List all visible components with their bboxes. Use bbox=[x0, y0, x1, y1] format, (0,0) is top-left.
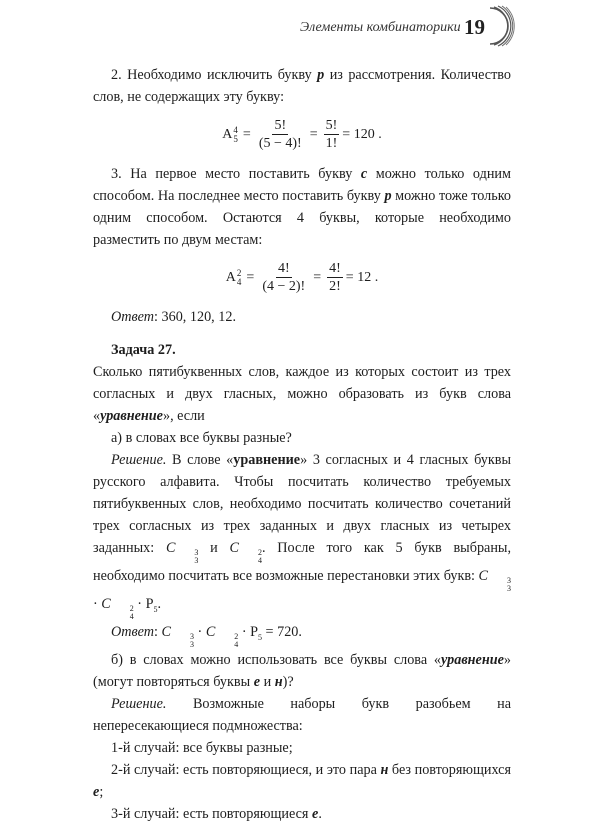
question-b: б) в словах можно использовать все буквы слова «уравнение» (могут повторяться буквы е и н)? bbox=[93, 652, 511, 690]
answer-1: Ответ: 360, 120, 12. bbox=[111, 309, 236, 325]
page-content bbox=[93, 64, 511, 825]
question-a: а) в словах все буквы разные? bbox=[111, 430, 292, 446]
fraction: $\frac{5!}{(5 - 4)!}$ bbox=[258, 118, 302, 151]
solution-b: Решение. Возможные наборы букв разобьем на непересекающиеся подмножества: bbox=[93, 696, 511, 734]
case-2: 2-й случай: есть повторяющиеся, и это пара н без повторяющихся е; bbox=[93, 762, 511, 800]
fraction: $\frac{4!}{(4 - 2)!}$ bbox=[262, 261, 306, 294]
formula-arrangements-5-4: A 4 5 = $\frac{5!}{(5 - 4)!}$ = $\frac{5!}{1!}$ = 120 . bbox=[222, 118, 382, 151]
page-number: 19 bbox=[464, 15, 485, 39]
answer-a: Ответ: C 3 3 · C 2 4 · $P_5 = 720$. bbox=[111, 624, 302, 649]
running-header-title: Элементы комбинаторики bbox=[300, 20, 461, 35]
fraction: $\frac{4!}{2!}$ bbox=[329, 261, 341, 294]
solution-a: Решение. В слове «уравнение» 3 согласных и 4 гласных буквы русского алфавита. Чтобы посчитать количество требуемых пятибуквенных слов, необходимо посчитать количество сочетаний трех согласных из трех заданных и двух гласных из четырех заданных: C 3 3 и C 2 4 . После того как 5 букв выбраны, необходимо посчитать все возможные перестановки этих букв: C 3 3 · C 2 4 · $P_5$. bbox=[93, 452, 512, 621]
letter-r: р bbox=[317, 67, 325, 83]
paragraph-fixed-positions: 3. На первое место поставить букву с можно только одним способом. На последнее место поставить букву р можно тоже только одним способом. Остаются 4 буквы, которые необходимо разместить по двум местам: bbox=[93, 166, 512, 248]
case-3: 3-й случай: есть повторяющиеся е. bbox=[111, 806, 322, 822]
task-statement: Сколько пятибуквенных слов, каждое из которых состоит из трех согласных и двух гласных, можно образовать из букв слова «уравнение», если bbox=[93, 364, 511, 424]
case-1: 1-й случай: все буквы разные; bbox=[111, 740, 293, 756]
formula-arrangements-4-2: A 2 4 = $\frac{4!}{(4 - 2)!}$ = $\frac{4!}{2!}$ = 12 . bbox=[225, 261, 379, 294]
task-heading: Задача 27. bbox=[111, 342, 176, 358]
paragraph-exclude-letter: 2. Необходимо исключить букву р из рассмотрения. Количество слов, не содержащих эту букву: bbox=[93, 67, 511, 105]
fraction: $\frac{5!}{1!}$ bbox=[325, 118, 338, 151]
